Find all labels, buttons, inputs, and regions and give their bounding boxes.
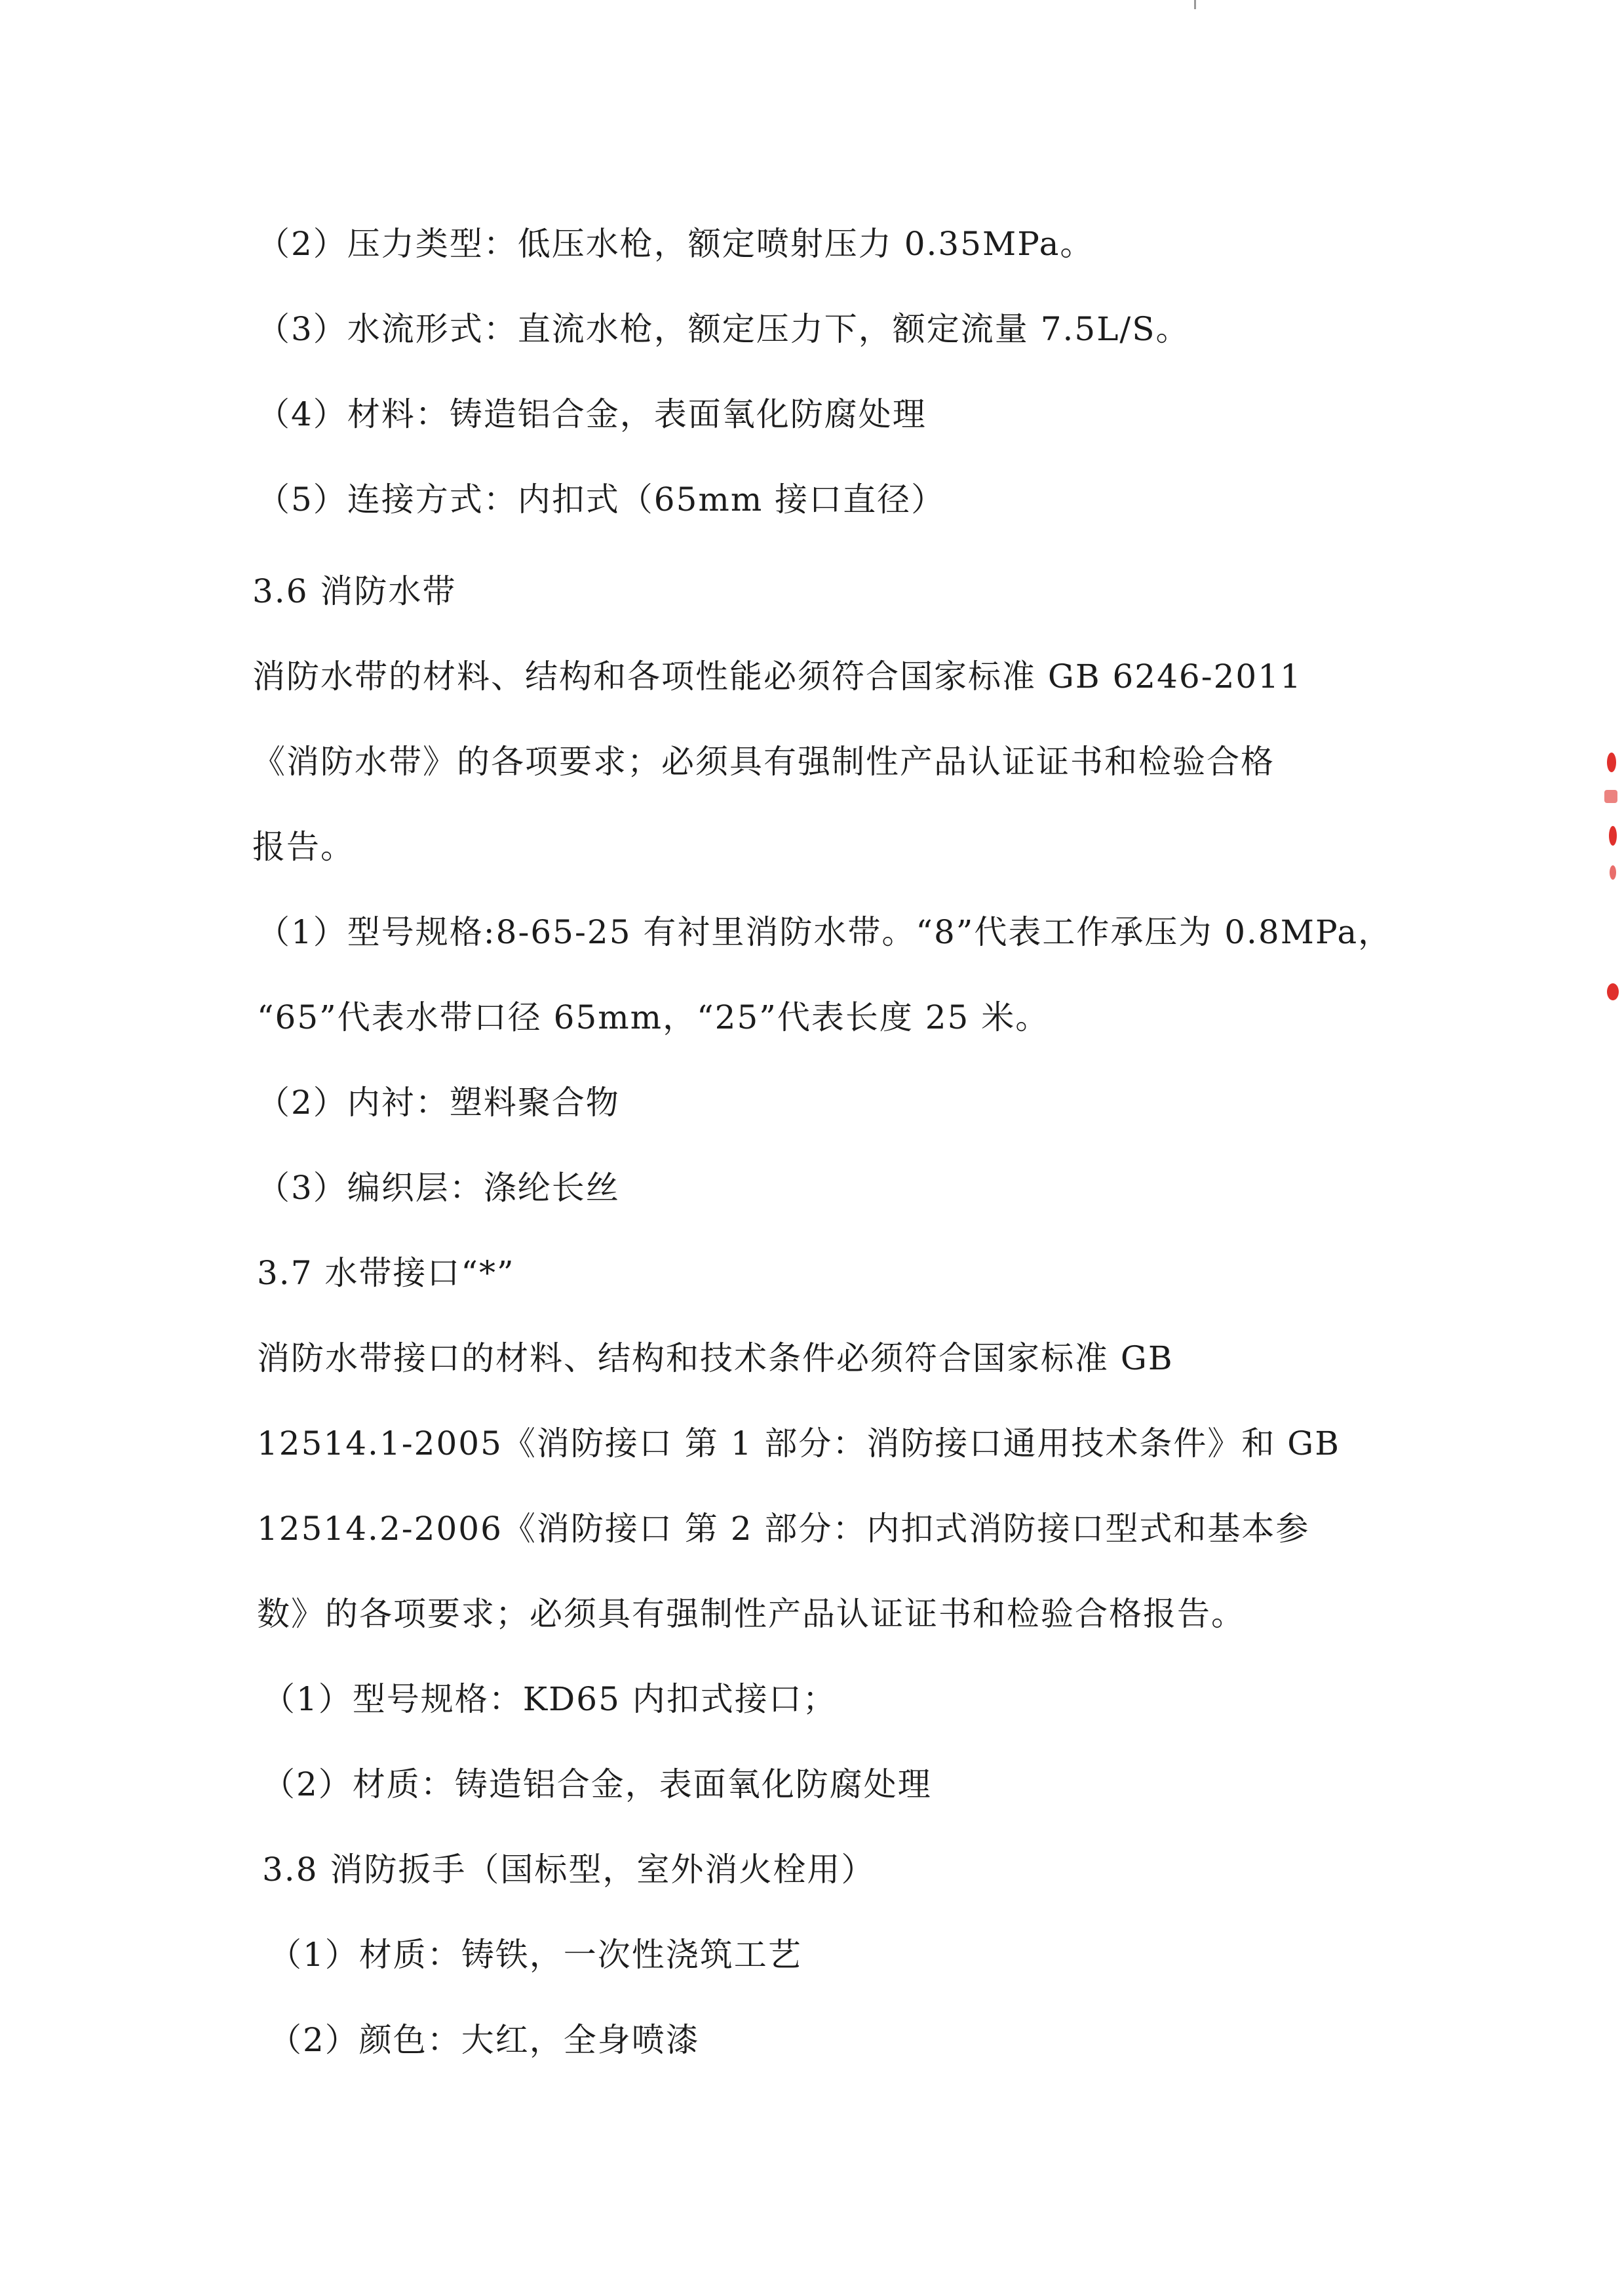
paragraph-coupling-line-2: 12514.1-2005《消防接口 第 1 部分：消防接口通用技术条件》和 GB	[257, 1424, 1340, 1462]
spec-line-hose-model-cont: “65”代表水带口径 65mm，“25”代表长度 25 米。	[257, 998, 1050, 1036]
section-heading-3-7: 3.7 水带接口“*”	[257, 1254, 515, 1292]
spec-line-weave-layer: （3）编织层：涤纶长丝	[257, 1169, 620, 1207]
section-heading-3-8: 3.8 消防扳手（国标型，室外消火栓用）	[262, 1851, 876, 1889]
spec-line-lining: （2）内衬：塑料聚合物	[257, 1084, 620, 1122]
spec-line-wrench-material: （1）材质：铸铁，一次性浇筑工艺	[269, 1936, 802, 1974]
paragraph-coupling-line-1: 消防水带接口的材料、结构和技术条件必须符合国家标准 GB	[257, 1339, 1174, 1377]
paragraph-coupling-line-4: 数》的各项要求；必须具有强制性产品认证证书和检验合格报告。	[257, 1595, 1245, 1633]
spec-line-flow-form: （3）水流形式：直流水枪，额定压力下，额定流量 7.5L/S。	[257, 310, 1190, 348]
paragraph-hose-line-2: 《消防水带》的各项要求；必须具有强制性产品认证证书和检验合格	[252, 743, 1275, 781]
paragraph-coupling-line-3: 12514.2-2006《消防接口 第 2 部分：内扣式消防接口型式和基本参	[257, 1510, 1310, 1548]
spec-line-coupling-material: （2）材质：铸造铝合金，表面氧化防腐处理	[262, 1765, 932, 1803]
paragraph-hose-line-3: 报告。	[252, 828, 355, 866]
spec-line-wrench-color: （2）颜色：大红，全身喷漆	[269, 2021, 700, 2059]
spec-line-connection: （5）连接方式：内扣式（65mm 接口直径）	[257, 481, 946, 519]
spec-line-material: （4）材料：铸造铝合金，表面氧化防腐处理	[257, 395, 927, 433]
seal-fragment-5	[1607, 983, 1619, 1000]
page-edge-mark	[1194, 0, 1196, 9]
seal-fragment-3	[1609, 826, 1617, 846]
section-heading-3-6: 3.6 消防水带	[252, 572, 457, 610]
spec-line-pressure-type: （2）压力类型：低压水枪，额定喷射压力 0.35MPa。	[257, 225, 1094, 263]
spec-line-coupling-model: （1）型号规格：KD65 内扣式接口；	[262, 1680, 837, 1718]
seal-fragment-4	[1610, 865, 1616, 880]
spec-line-hose-model: （1）型号规格:8-65-25 有衬里消防水带。“8”代表工作承压为 0.8MPa，	[257, 913, 1393, 951]
paragraph-hose-line-1: 消防水带的材料、结构和各项性能必须符合国家标准 GB 6246-2011	[252, 657, 1302, 696]
seal-fragment-1	[1607, 753, 1616, 772]
seal-fragment-2	[1604, 790, 1617, 803]
